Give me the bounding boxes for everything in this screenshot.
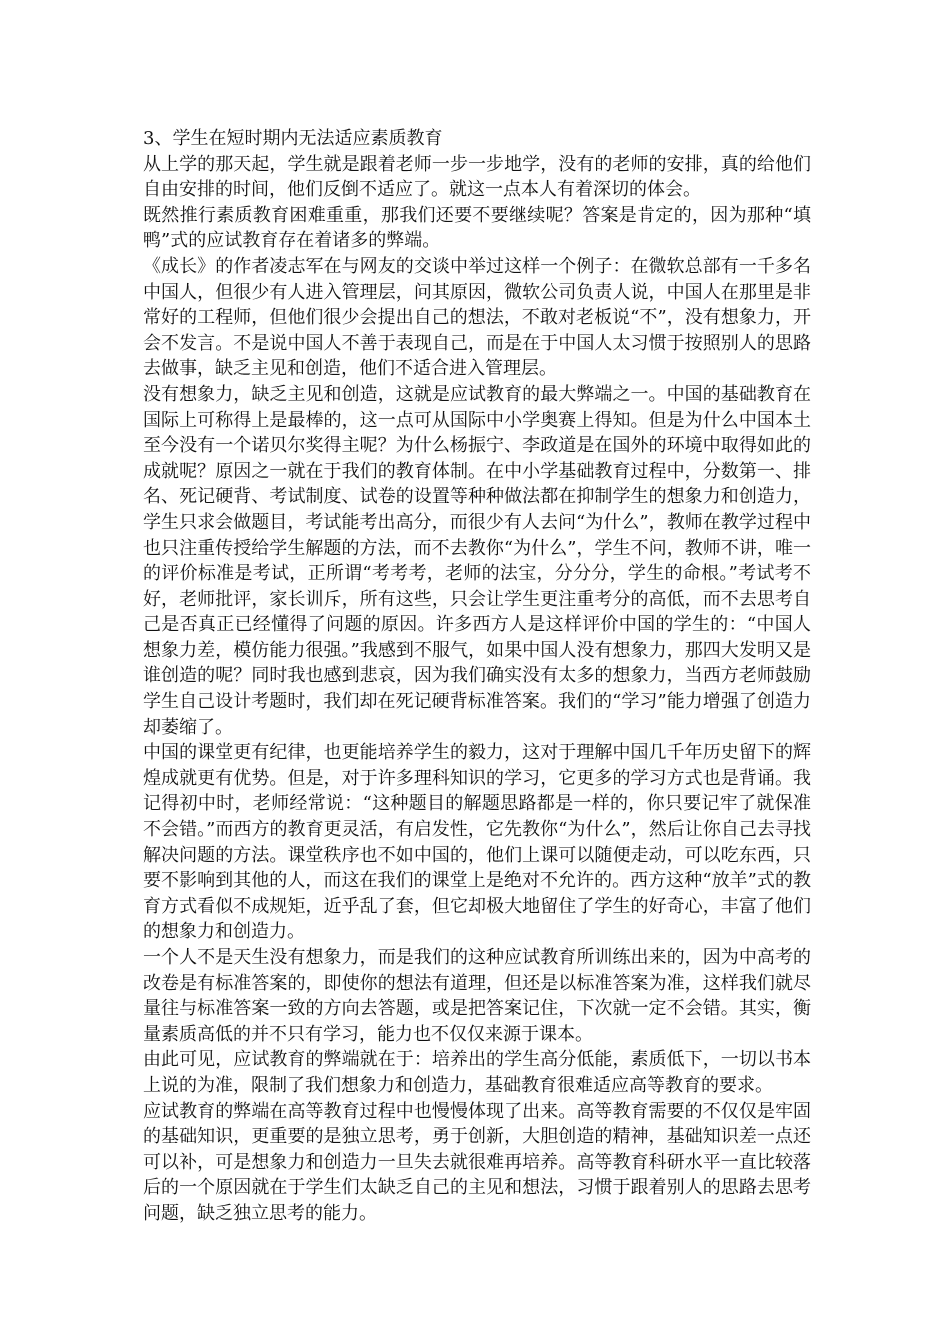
document-body xyxy=(143,126,811,1227)
paragraph: 从上学的那天起，学生就是跟着老师一步一步地学，没有的老师的安排，真的给他们自由安排的时间，他们反倒不适应了。就这一点本人有着深切的体会。 xyxy=(143,153,811,201)
paragraph: 应试教育的弊端在高等教育过程中也慢慢体现了出来。高等教育需要的不仅仅是牢固的基础知识，更重要的是独立思考，勇于创新，大胆创造的精神，基础知识差一点还可以补，可是想象力和创造力一旦失去就很难再培养。高等教育科研水平一直比较落后的一个原因就在于学生们太缺乏自己的主见和想法，习惯于跟着别人的思路去思考问题，缺乏独立思考的能力。 xyxy=(143,1100,811,1224)
paragraph: 由此可见，应试教育的弊端就在于：培养出的学生高分低能，素质低下，一切以书本上说的为准，限制了我们想象力和创造力，基础教育很难适应高等教育的要求。 xyxy=(143,1049,811,1096)
paragraph: 既然推行素质教育困难重重，那我们还要不要继续呢？答案是肯定的，因为那种“填鸭”式的应试教育存在着诸多的弊端。 xyxy=(143,204,811,252)
paragraph: 中国的课堂更有纪律，也更能培养学生的毅力，这对于理解中国几千年历史留下的辉煌成就更有优势。但是，对于许多理科知识的学习，它更多的学习方式也是背诵。我记得初中时，老师经常说：“这种题目的解题思路都是一样的，你只要记牢了就保准不会错。”而西方的教育更灵活，有启发性，它先教你“为什么”，然后让你自己去寻找解决问题的方法。课堂秩序也不如中国的，他们上课可以随便走动，可以吃东西，只要不影响到其他的人，而这在我们的课堂上是绝对不允许的。西方这种“放羊”式的教育方式看似不成规矩，近乎乱了套，但它却极大地留住了学生的好奇心，丰富了他们的想象力和创造力。 xyxy=(143,742,811,943)
paragraph: 《成长》的作者凌志军在与网友的交谈中举过这样一个例子：在微软总部有一千多名中国人，但很少有人进入管理层，问其原因，微软公司负责人说，中国人在那里是非常好的工程师，但他们很少会提出自己的想法，不敢对老板说“不”，没有想象力，开会不发言。不是说中国人不善于表现自己，而是在于中国人太习惯于按照别人的思路去做事，缺乏主见和创造，他们不适合进入管理层。 xyxy=(143,255,811,380)
paragraph: 没有想象力，缺乏主见和创造，这就是应试教育的最大弊端之一。中国的基础教育在国际上可称得上是最棒的，这一点可从国际中小学奥赛上得知。但是为什么中国本土至今没有一个诺贝尔奖得主呢？为什么杨振宁、李政道是在国外的环境中取得如此的成就呢？原因之一就在于我们的教育体制。在中小学基础教育过程中，分数第一、排名、死记硬背、考试制度、试卷的设置等种种做法都在抑制学生的想象力和创造力，学生只求会做题目，考试能考出高分，而很少有人去问“为什么”，教师在教学过程中也只注重传授给学生解题的方法，而不去教你“为什么”，学生不问，教师不讲，唯一的评价标准是考试，正所谓“考考考，老师的法宝，分分分，学生的命根。”考试考不好，老师批评，家长训斥，所有这些，只会让学生更注重考分的高低，而不去思考自己是否真正已经懂得了问题的原因。许多西方人是这样评价中国的学生的：“中国人想象力差，模仿能力很强。”我感到不服气，如果中国人没有想象力，那四大发明又是谁创造的呢？同时我也感到悲哀，因为我们确实没有太多的想象力，当西方老师鼓励学生自己设计考题时，我们却在死记硬背标准答案。我们的“学习”能力增强了创造力却萎缩了。 xyxy=(143,383,811,738)
paragraph: 一个人不是天生没有想象力，而是我们的这种应试教育所训练出来的，因为中高考的改卷是有标准答案的，即使你的想法有道理，但还是以标准答案为准，这样我们就尽量往与标准答案一致的方向去答题，或是把答案记住，下次就一定不会错。其实，衡量素质高低的并不只有学习，能力也不仅仅来源于课本。 xyxy=(143,947,811,1045)
section-heading: 3、学生在短时期内无法适应素质教育 xyxy=(143,128,443,149)
